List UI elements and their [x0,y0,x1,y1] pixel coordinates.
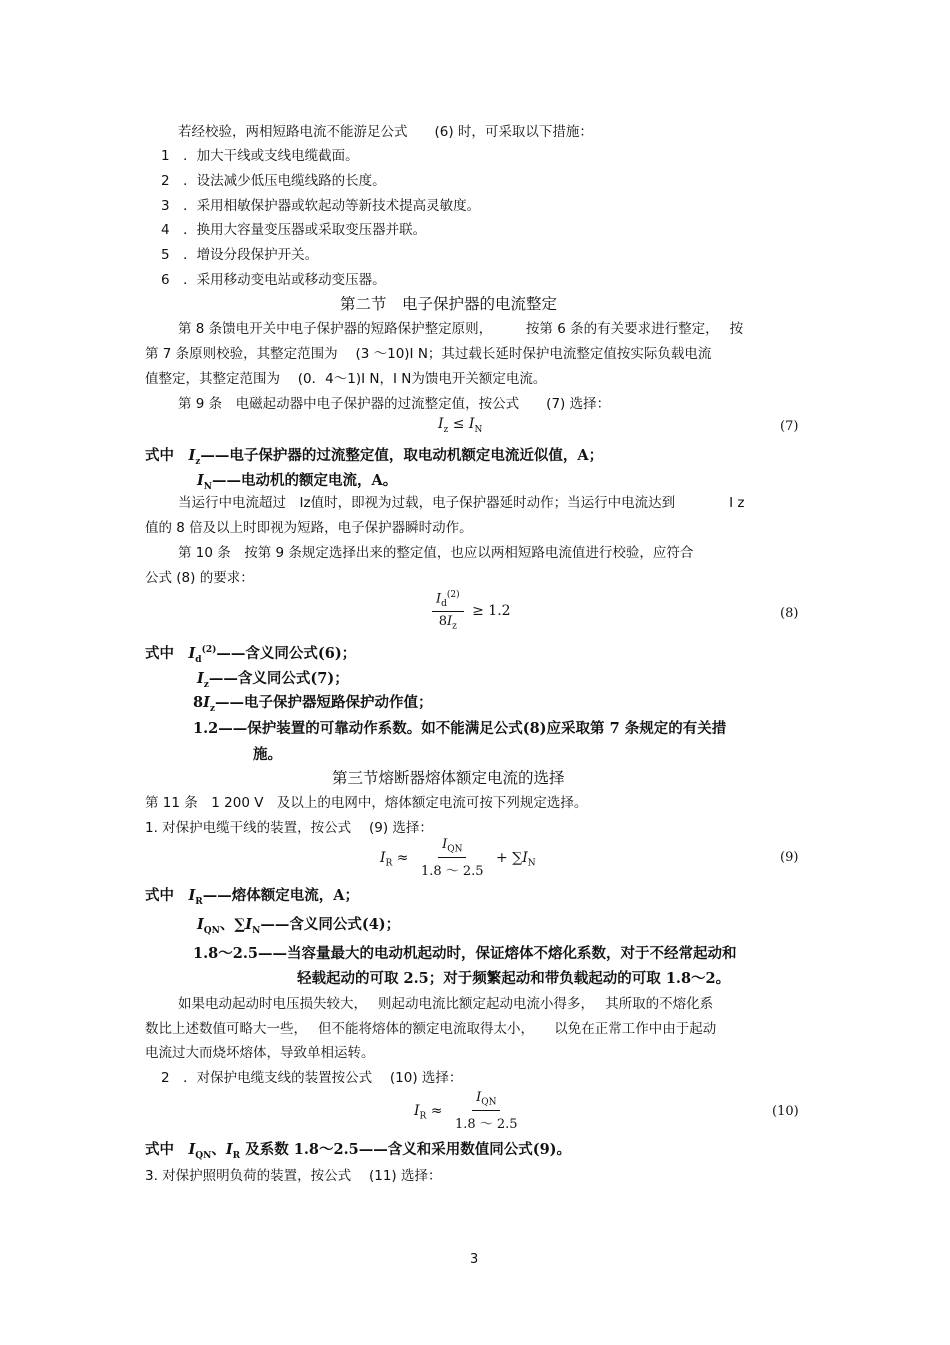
equation-9: $I_R$ ≈ $\frac{I_{QN}}{1.8 \sim 2.5}$ + $\sum I_N$ [380,837,536,879]
where-clause: $I_{QN}$、$\sum I_N——$含义同公式(4)； [197,916,401,936]
where-clause: 式中 $I_R——$熔体额定电流，A； [145,887,360,907]
paragraph-line: 公式 (8) 的要求： [145,570,254,586]
where-clause: 式中 $I_{QN}$、$I_R$ 及系数 1.8～2.5——含义和采用数值同公式(9)。 [145,1141,572,1161]
where-clause: $I_N——$电动机的额定电流，A。 [197,472,398,492]
paragraph-line: 第 8 条馈电开关中电子保护器的短路保护整定原则， 按第 6 条的有关要求进行整定， 按 [178,321,744,337]
paragraph-line: 第 9 条 电磁起动器中电子保护器的过流整定值，按公式 (7) 选择： [178,396,611,412]
paragraph-line: 值整定，其整定范围为 (0．4～1)I N，I N为馈电开关额定电流。 [145,371,547,387]
paragraph-line: 第 11 条 1 200 V 及以上的电网中，熔体额定电流可按下列规定选择。 [145,795,588,811]
paragraph-line: 2 ．对保护电缆支线的装置按公式 (10) 选择： [161,1070,463,1086]
paragraph-line: 值的 8 倍及以上时即视为短路，电子保护器瞬时动作。 [145,520,473,536]
measure-item: 2 ．设法减少低压电缆线路的长度。 [161,173,386,189]
measure-item: 6 ．采用移动变电站或移动变压器。 [161,272,386,288]
paragraph-line: 1. 对保护电缆干线的装置，按公式 (9) 选择： [145,820,433,836]
where-clause: $8I_z——$电子保护器短路保护动作值； [193,694,433,714]
equation-8: $\frac{I_d^{(2)}}{8I_z}$ ≥ 1.2 [428,590,511,632]
where-clause: 施。 [253,746,282,763]
section-heading: 第三节熔断器熔体额定电流的选择 [332,769,565,787]
measure-item: 5 ．增设分段保护开关。 [161,247,319,263]
where-clause: 1.2——保护装置的可靠动作系数。如不能满足公式(8)应采取第 7 条规定的有关措 [193,720,727,737]
section-heading: 第二节 电子保护器的电流整定 [340,295,558,313]
paragraph-line: 电流过大而烧坏熔体，导致单相运转。 [145,1045,375,1061]
where-clause: 式中 $I_d^{(2)}——$含义同公式(6)； [145,645,357,665]
paragraph-line: 3. 对保护照明负荷的装置，按公式 (11) 选择： [145,1168,442,1184]
equation-number: (7) [780,419,799,434]
paragraph-line: 当运行中电流超过 Iz值时，即视为过载，电子保护器延时动作；当运行中电流达到 I z [178,495,745,511]
where-clause: 式中 $I_z——$电子保护器的过流整定值，取电动机额定电流近似值，A； [145,447,604,467]
measure-item: 1 ．加大干线或支线电缆截面。 [161,148,359,164]
where-clause: $I_z——$含义同公式(7)； [197,670,349,690]
equation-number: (8) [780,606,799,621]
measure-item: 3 ．采用相敏保护器或软起动等新技术提高灵敏度。 [161,198,481,214]
measure-item: 4 ．换用大容量变压器或采取变压器并联。 [161,222,427,238]
paragraph-line: 第 7 条原则校验，其整定范围为 (3 ～10)I N；其过载长延时保护电流整定值按实际负载电流 [145,346,712,362]
equation-number: (10) [772,1104,799,1119]
intro-line: 若经校验，两相短路电流不能游足公式 (6) 时，可采取以下措施： [178,124,593,140]
where-clause: 轻载起动的可取 2.5；对于频繁起动和带负载起动的可取 1.8～2。 [297,970,731,987]
paragraph-line: 数比上述数值可略大一些， 但不能将熔体的额定电流取得太小， 以免在正常工作中由于起动 [145,1021,717,1037]
paragraph-line: 如果电动起动时电压损失较大， 则起动电流比额定起动电流小得多， 其所取的不熔化系 [178,996,714,1012]
equation-number: (9) [780,850,799,865]
equation-7: $I_z \le I_N$ [438,416,483,435]
where-clause: 1.8～2.5——当容量最大的电动机起动时，保证熔体不熔化系数，对于不经常起动和 [193,945,737,962]
paragraph-line: 第 10 条 按第 9 条规定选择出来的整定值，也应以两相短路电流值进行校验，应符合 [178,545,694,561]
equation-10: $I_R$ ≈ $\frac{I_{QN}}{1.8 \sim 2.5}$ [414,1090,518,1132]
page-number: 3 [470,1252,479,1267]
